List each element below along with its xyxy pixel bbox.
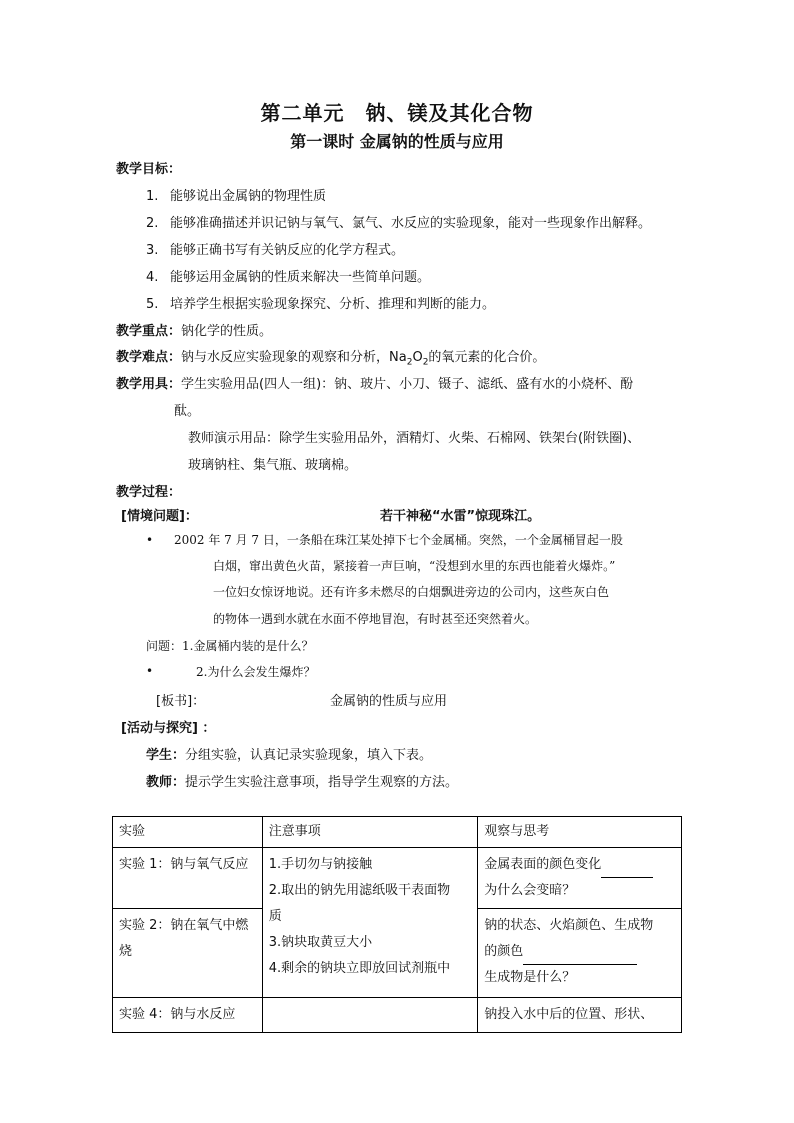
goals-heading: 教学目标： xyxy=(116,162,182,177)
notes-empty-cell xyxy=(262,998,478,1033)
difficulty-mid: O xyxy=(412,350,423,365)
obs2-question: 生成物是什么？ xyxy=(484,970,576,985)
focus-label: 教学重点： xyxy=(116,324,182,339)
scenario-line: 白烟，窜出黄色火苗，紧接着一声巨响，“没想到水里的东西也能着火爆炸。” xyxy=(213,559,616,573)
obs2-text: 的颜色 xyxy=(484,944,524,959)
obs1-cell xyxy=(478,848,682,909)
student-row xyxy=(146,744,432,763)
goal-item xyxy=(146,185,326,204)
goal-text: 能够准确描述并识记钠与氧气、氯气、水反应的实验现象，能对一些现象作出解释。 xyxy=(170,216,652,231)
header-cell: 观察与思考 xyxy=(478,817,682,848)
goal-text: 能够正确书写有关钠反应的化学方程式。 xyxy=(170,243,405,258)
goal-item xyxy=(146,212,651,231)
question-label: 问题： xyxy=(146,639,183,653)
page-subtitle: 第一课时 金属钠的性质与应用 xyxy=(290,132,504,151)
difficulty-row xyxy=(116,346,545,368)
obs4-cell: 钠投入水中后的位置、形状、 xyxy=(478,998,682,1033)
tools-line3: 教师演示用品：除学生实验用品外，酒精灯、火柴、石棉网、铁架台(附铁圈)、 xyxy=(188,431,641,446)
tools-line1: 学生实验用品(四人一组)：钠、玻片、小刀、镊子、滤纸、盛有水的小烧杯、酚 xyxy=(181,377,634,392)
difficulty-sub2: 2 xyxy=(422,357,429,368)
scenario-headline: 若干神秘“水雷”惊现珠江。 xyxy=(380,509,541,524)
teacher-label: 教师： xyxy=(146,775,186,790)
note-item: 3.钠块取黄豆大小 xyxy=(268,935,373,950)
header-cell: 实验 xyxy=(113,817,263,848)
question-1: 1.金属桶内装的是什么？ xyxy=(182,639,314,653)
goal-num: 2. xyxy=(146,216,159,231)
obs1-line xyxy=(484,852,675,878)
obs2-line2 xyxy=(484,939,675,965)
tools-row xyxy=(116,373,633,392)
tools-line4: 玻璃钠柱、集气瓶、玻璃棉。 xyxy=(188,458,358,473)
goal-num: 5. xyxy=(146,297,159,312)
table-row xyxy=(113,848,682,909)
question-row xyxy=(146,637,313,654)
goal-item xyxy=(146,266,430,285)
header-cell: 注意事项 xyxy=(262,817,478,848)
bullet: • xyxy=(146,664,154,678)
difficulty-text-b: 的氧元素的化合价。 xyxy=(428,350,546,365)
scenario-line: 一位妇女惊讶地说。还有许多未燃尽的白烟飘进旁边的公司内，这些灰白色 xyxy=(213,585,610,599)
goal-item xyxy=(146,239,404,258)
obs2-cell xyxy=(478,909,682,998)
student-text: 分组实验，认真记录实验现象，填入下表。 xyxy=(185,748,433,763)
goal-text: 能够运用金属钠的性质来解决一些简单问题。 xyxy=(170,270,431,285)
student-label: 学生： xyxy=(146,748,186,763)
board-label: [板书]： xyxy=(156,694,206,709)
obs1-text: 金属表面的颜色变化 xyxy=(484,857,602,872)
process-heading: 教学过程： xyxy=(116,485,182,500)
exp2-line: 实验 2：钠在氧气中燃 xyxy=(119,918,249,933)
tools-label: 教学用具： xyxy=(116,377,182,392)
note-item: 2.取出的钠先用滤纸吸干表面物 xyxy=(268,883,451,898)
notes-cell xyxy=(262,848,478,998)
obs2-blank xyxy=(523,948,637,965)
goal-num: 4. xyxy=(146,270,159,285)
experiment-table xyxy=(112,816,682,1033)
goal-num: 1. xyxy=(146,189,159,204)
tools-line2: 酞。 xyxy=(174,404,201,419)
teacher-text: 提示学生实验注意事项，指导学生观察的方法。 xyxy=(185,775,459,790)
obs2-line: 钠的状态、火焰颜色、生成物 xyxy=(484,918,654,933)
goal-text: 能够说出金属钠的物理性质 xyxy=(170,189,327,204)
note-item: 质 xyxy=(268,909,282,924)
focus-text: 钠化学的性质。 xyxy=(181,324,273,339)
difficulty-sub1: 2 xyxy=(406,357,413,368)
goal-text: 培养学生根据实验现象探究、分析、推理和判断的能力。 xyxy=(170,297,496,312)
scenario-line: 2002 年 7 月 7 日，一条船在珠江某处掉下七个金属桶。突然，一个金属桶冒起一股 xyxy=(174,533,623,547)
bullet: • xyxy=(146,533,154,547)
obs1-question: 为什么会变暗？ xyxy=(484,883,576,898)
obs1-blank xyxy=(601,861,653,878)
difficulty-label: 教学难点： xyxy=(116,350,182,365)
goal-item xyxy=(146,293,495,312)
table-header-row xyxy=(113,817,682,848)
exp4-cell: 实验 4：钠与水反应 xyxy=(113,998,263,1033)
scenario-line: 的物体一遇到水就在水面不停地冒泡，有时甚至还突然着火。 xyxy=(213,612,538,626)
scenario-label: [情境问题]： xyxy=(121,509,198,524)
difficulty-text-a: 钠与水反应实验现象的观察和分析，Na xyxy=(181,350,407,365)
table-row xyxy=(113,998,682,1033)
teacher-row xyxy=(146,771,458,790)
exp2-cell xyxy=(113,909,263,998)
exp2-line: 烧 xyxy=(119,944,133,959)
activity-label: [活动与探究] ： xyxy=(121,721,216,736)
question-2: 2.为什么会发生爆炸？ xyxy=(196,665,316,679)
page-title: 第二单元 钠、镁及其化合物 xyxy=(260,101,534,125)
goal-num: 3. xyxy=(146,243,159,258)
board-text: 金属钠的性质与应用 xyxy=(330,694,448,709)
exp1-cell: 实验 1：钠与氧气反应 xyxy=(113,848,263,909)
note-item: 4.剩余的钠块立即放回试剂瓶中 xyxy=(268,961,451,976)
note-item: 1.手切勿与钠接触 xyxy=(268,857,373,872)
focus-row xyxy=(116,320,272,339)
